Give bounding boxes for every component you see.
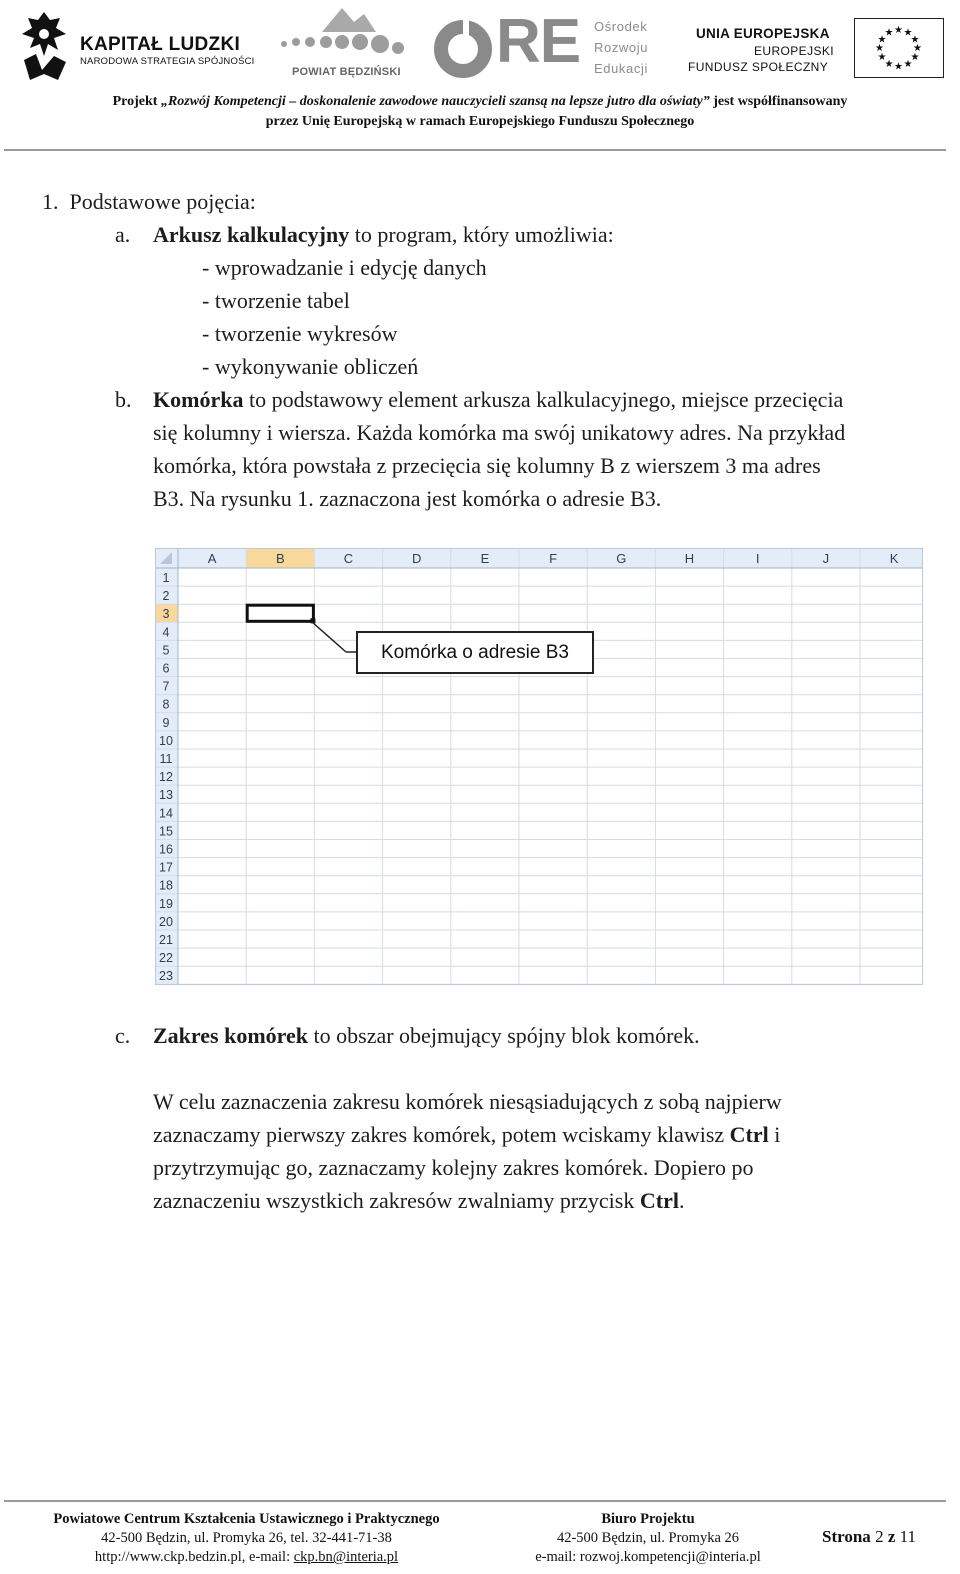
footer-middle xyxy=(500,1510,796,1567)
page-number xyxy=(822,1527,916,1547)
item-c-label: c. xyxy=(115,1023,131,1048)
svg-text:★: ★ xyxy=(894,25,903,36)
svg-text:★: ★ xyxy=(894,61,903,73)
powiat-icon xyxy=(276,4,406,64)
cell-callout: Komórka o adresie B3 xyxy=(356,631,594,674)
kapital-title: KAPITAŁ LUDZKI xyxy=(80,34,241,55)
item-c-term: Zakres komórek xyxy=(153,1023,309,1048)
heading-number: 1. xyxy=(42,189,59,214)
svg-text:★: ★ xyxy=(903,59,913,70)
footer-email-link[interactable]: ckp.bn@interia.pl xyxy=(293,1549,399,1565)
row-label: 14 xyxy=(159,806,173,821)
svg-text:★: ★ xyxy=(903,27,913,39)
spreadsheet-grid xyxy=(156,549,922,984)
ctrl-key-2: Ctrl xyxy=(639,1188,679,1213)
ore-line-1: Ośrodek xyxy=(594,19,648,34)
row-label: 22 xyxy=(159,951,173,966)
footer-web: http://www.ckp.bedzin.pl, e-mail: xyxy=(94,1549,294,1565)
page-current: 2 xyxy=(875,1527,884,1546)
paragraph-line-4 xyxy=(153,1184,684,1217)
fill-handle xyxy=(310,618,315,623)
svg-text:★: ★ xyxy=(877,34,887,46)
svg-text:★: ★ xyxy=(884,27,894,39)
list-item: - tworzenie wykresów xyxy=(202,321,398,346)
footer-org-address: 42-500 Będzin, ul. Promyka 26, tel. 32-441-71-38 xyxy=(101,1530,392,1546)
column-label: C xyxy=(343,551,354,566)
column-label: K xyxy=(889,551,899,566)
ore-line-3: Edukacji xyxy=(594,61,648,76)
row-label: 8 xyxy=(162,697,170,712)
list-item: - wprowadzanie i edycję danych xyxy=(202,255,487,280)
eu-logo xyxy=(686,4,956,82)
heading-text: Podstawowe pojęcia: xyxy=(69,189,256,214)
row-label: 13 xyxy=(159,788,173,803)
item-b-label: b. xyxy=(115,387,132,412)
ore-letters: RE xyxy=(496,7,581,76)
row-label: 7 xyxy=(162,679,170,694)
row-label: 16 xyxy=(159,842,173,857)
project-line-2: przez Unię Europejską w ramach Europejskiego Funduszu Społecznego xyxy=(265,114,695,129)
column-label: I xyxy=(755,551,760,566)
eu-line-3: FUNDUSZ SPOŁECZNY xyxy=(688,60,829,74)
page-label: Strona xyxy=(822,1527,871,1546)
ore-logo xyxy=(430,4,670,82)
row-label: 10 xyxy=(159,733,173,748)
ore-line-2: Rozwoju xyxy=(594,40,649,55)
row-label: 12 xyxy=(159,770,173,785)
paragraph-line-2a: zaznaczamy pierwszy zakres komórek, potem wciskamy klawisz xyxy=(153,1122,730,1147)
project-banner xyxy=(0,92,960,132)
list-item: - wykonywanie obliczeń xyxy=(202,354,419,379)
row-label: 20 xyxy=(159,914,173,929)
item-a-text xyxy=(153,218,614,251)
row-label: 3 xyxy=(162,607,170,622)
footer-office-address: 42-500 Będzin, ul. Promyka 26 xyxy=(556,1530,740,1546)
item-a-term: Arkusz kalkulacyjny xyxy=(153,222,350,247)
column-label: A xyxy=(207,551,217,566)
eu-line-1: UNIA EUROPEJSKA xyxy=(696,26,830,41)
row-label: 1 xyxy=(162,571,170,585)
svg-text:★: ★ xyxy=(884,59,894,70)
item-a xyxy=(115,218,130,251)
eu-flag-icon xyxy=(854,18,944,78)
column-label: J xyxy=(822,551,830,566)
item-a-label: a. xyxy=(115,222,131,247)
row-label: 9 xyxy=(162,715,170,730)
header-rule xyxy=(4,149,946,151)
column-label: F xyxy=(549,551,558,566)
svg-text:★: ★ xyxy=(910,34,920,46)
column-label: G xyxy=(616,551,627,566)
svg-text:★: ★ xyxy=(875,43,884,54)
row-label: 19 xyxy=(159,896,173,911)
kapital-ludzki-icon xyxy=(14,10,76,82)
ore-ring-icon xyxy=(432,18,494,80)
project-suffix: jest współfinansowany xyxy=(709,94,848,109)
item-a-rest: to program, który umożliwia: xyxy=(349,222,614,247)
item-c-text xyxy=(153,1019,700,1052)
footer-rule xyxy=(4,1500,946,1502)
project-title: „Rozwój Kompetencji – doskonalenie zawodowe nauczycieli szansą na lepsze jutro dla oświaty” xyxy=(160,94,710,109)
page-of: z xyxy=(887,1527,896,1546)
svg-text:★: ★ xyxy=(913,43,922,54)
footer-org-web xyxy=(24,1548,469,1567)
heading-1 xyxy=(42,185,256,218)
item-b-line-2: się kolumny i wiersza. Każda komórka ma swój unikatowy adres. Na przykład xyxy=(153,420,846,445)
kapital-subtitle: NARODOWA STRATEGIA SPÓJNOŚCI xyxy=(80,56,255,67)
header-logos xyxy=(0,0,960,86)
row-label: 11 xyxy=(159,752,173,766)
paragraph-line-4a: zaznaczeniu wszystkich zakresów zwalniamy przycisk xyxy=(153,1188,640,1213)
column-label: B xyxy=(275,551,285,566)
kapital-ludzki-logo xyxy=(12,4,262,82)
item-b-line-1 xyxy=(153,383,843,416)
paragraph-line-3: przytrzymując go, zaznaczamy kolejny zakres komórek. Dopiero po xyxy=(153,1155,754,1180)
footer-office-name: Biuro Projektu xyxy=(601,1511,695,1527)
powiat-name: POWIAT BĘDZIŃSKI xyxy=(292,66,401,78)
item-b-line-4: B3. Na rysunku 1. zaznaczona jest komórka o adresie B3. xyxy=(153,486,662,511)
item-b-line-3: komórka, która powstała z przecięcia się kolumny B z wierszem 3 ma adres xyxy=(153,453,821,478)
footer-office-email: e-mail: rozwoj.kompetencji@interia.pl xyxy=(535,1549,761,1565)
project-prefix: Projekt xyxy=(112,94,161,109)
column-label: H xyxy=(684,551,695,566)
eu-line-2: EUROPEJSKI xyxy=(754,44,835,58)
paragraph-line-2 xyxy=(153,1118,780,1151)
row-label: 5 xyxy=(162,643,170,658)
paragraph-line-1: W celu zaznaczenia zakresu komórek niesąsiadujących z sobą najpierw xyxy=(153,1089,782,1114)
item-b-term: Komórka xyxy=(153,387,244,412)
project-line-1 xyxy=(0,92,960,112)
powiat-bedzinski-logo xyxy=(272,4,412,82)
item-b-rest: to podstawowy element arkusza kalkulacyjnego, miejsce przecięcia xyxy=(243,387,844,412)
list-item: - tworzenie tabel xyxy=(202,288,350,313)
footer-left xyxy=(24,1510,469,1567)
ctrl-key-1: Ctrl xyxy=(729,1122,769,1147)
svg-text:★: ★ xyxy=(877,52,887,63)
item-c-rest: to obszar obejmujący spójny blok komórek. xyxy=(308,1023,700,1048)
ore-caption xyxy=(594,16,648,79)
column-label: D xyxy=(412,551,422,566)
svg-text:★: ★ xyxy=(910,52,920,63)
row-label: 17 xyxy=(159,860,173,875)
row-label: 4 xyxy=(162,625,170,640)
row-label: 23 xyxy=(159,969,173,984)
paragraph-line-2b: i xyxy=(768,1122,781,1147)
active-cell-b3 xyxy=(247,605,313,621)
row-label: 21 xyxy=(159,933,173,947)
row-label: 2 xyxy=(162,589,170,604)
footer-org-name: Powiatowe Centrum Kształcenia Ustawicznego i Praktycznego xyxy=(53,1511,440,1527)
row-label: 15 xyxy=(159,824,173,839)
page-total: 11 xyxy=(899,1527,916,1546)
row-label: 18 xyxy=(159,878,173,893)
row-label: 6 xyxy=(162,661,170,676)
spreadsheet-figure xyxy=(155,548,923,985)
paragraph-line-4b: . xyxy=(678,1188,685,1213)
column-label: E xyxy=(480,551,490,566)
